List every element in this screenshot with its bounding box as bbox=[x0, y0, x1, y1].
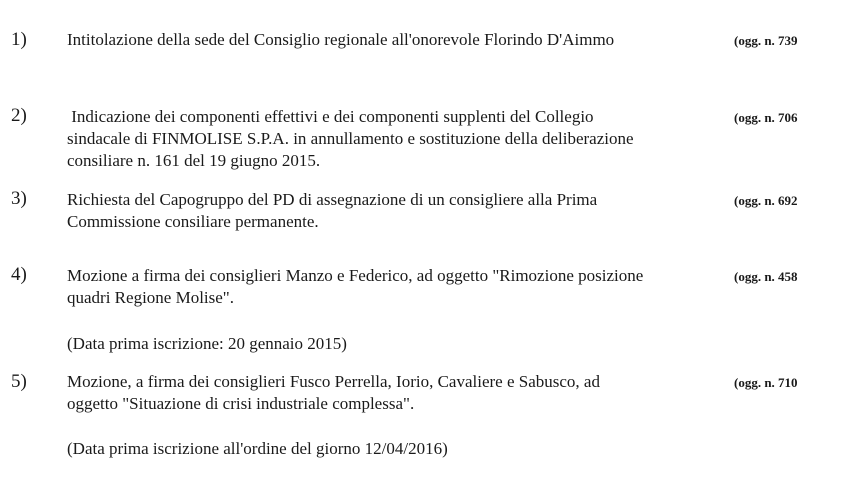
first-registration-note: (Data prima iscrizione all'ordine del giorno 12/04/2016) bbox=[67, 439, 448, 458]
item-reference: (ogg. n. 706 bbox=[734, 110, 798, 125]
item-number: 3) bbox=[11, 188, 27, 209]
item-reference: (ogg. n. 710 bbox=[734, 375, 798, 390]
item-description-line: oggetto "Situazione di crisi industriale complessa". bbox=[67, 394, 415, 413]
item-number: 1) bbox=[11, 29, 27, 50]
item-description-line: Commissione consiliare permanente. bbox=[67, 212, 319, 231]
item-number: 4) bbox=[11, 264, 27, 285]
item-reference: (ogg. n. 692 bbox=[734, 193, 798, 208]
item-description bbox=[67, 189, 717, 233]
item-description bbox=[67, 371, 717, 415]
item-number: 2) bbox=[11, 105, 27, 126]
item-description-line: Richiesta del Capogruppo del PD di assegnazione di un consigliere alla Prima bbox=[67, 190, 598, 209]
item-description bbox=[67, 29, 717, 51]
item-description-line: Mozione a firma dei consiglieri Manzo e Federico, ad oggetto "Rimozione posizione bbox=[67, 266, 644, 285]
item-description-line: Intitolazione della sede del Consiglio regionale all'onorevole Florindo D'Aimmo bbox=[67, 30, 615, 49]
item-description-line: Indicazione dei componenti effettivi e dei componenti supplenti del Collegio bbox=[67, 107, 594, 126]
item-description-line: consiliare n. 161 del 19 giugno 2015. bbox=[67, 151, 321, 170]
item-description-line: Mozione, a firma dei consiglieri Fusco Perrella, Iorio, Cavaliere e Sabusco, ad bbox=[67, 372, 600, 391]
item-description bbox=[67, 265, 717, 309]
item-reference: (ogg. n. 739 bbox=[734, 33, 798, 48]
item-reference: (ogg. n. 458 bbox=[734, 269, 798, 284]
item-description bbox=[67, 106, 717, 172]
item-description-line: sindacale di FINMOLISE S.P.A. in annullamento e sostituzione della deliberazione bbox=[67, 129, 634, 148]
first-registration-note: (Data prima iscrizione: 20 gennaio 2015) bbox=[67, 334, 347, 353]
item-description-line: quadri Regione Molise". bbox=[67, 288, 234, 307]
item-number: 5) bbox=[11, 371, 27, 392]
